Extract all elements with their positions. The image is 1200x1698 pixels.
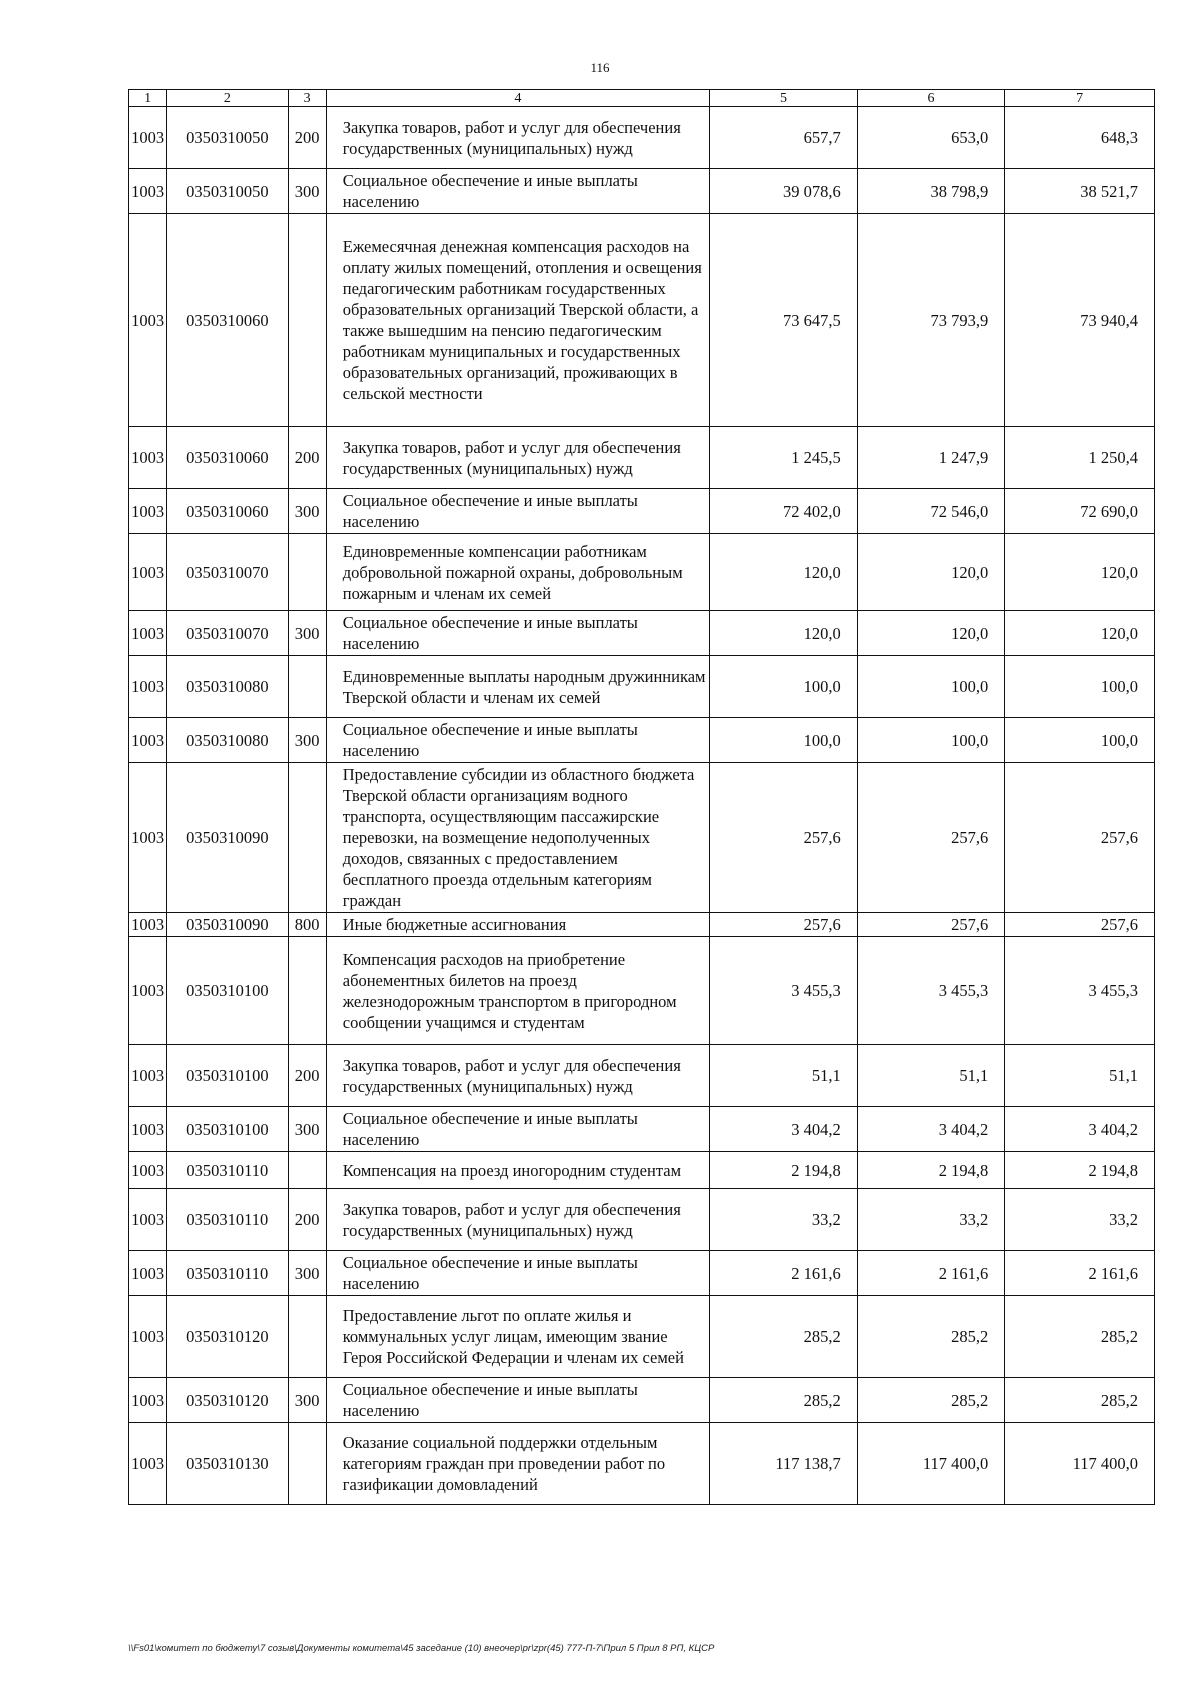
cell-amount-col6: 653,0 — [857, 107, 1005, 169]
cell-expense-type: 300 — [288, 718, 326, 763]
cell-amount-col7: 120,0 — [1005, 611, 1155, 656]
cell-amount-col5: 51,1 — [710, 1045, 858, 1107]
col-header-2: 2 — [167, 90, 288, 107]
cell-amount-col6: 73 793,9 — [857, 214, 1005, 427]
cell-expense-type — [288, 1296, 326, 1378]
cell-amount-col6: 257,6 — [857, 913, 1005, 937]
cell-amount-col5: 285,2 — [710, 1296, 858, 1378]
cell-amount-col7: 117 400,0 — [1005, 1423, 1155, 1505]
cell-description: Закупка товаров, работ и услуг для обеспечения государственных (муниципальных) нужд — [326, 107, 710, 169]
table-row — [129, 937, 1155, 1045]
cell-section: 1003 — [129, 1189, 167, 1251]
cell-description: Социальное обеспечение и иные выплаты населению — [326, 1378, 710, 1423]
cell-amount-col7: 100,0 — [1005, 656, 1155, 718]
cell-amount-col7: 257,6 — [1005, 913, 1155, 937]
table-row — [129, 169, 1155, 214]
cell-amount-col7: 100,0 — [1005, 718, 1155, 763]
cell-target-article: 0350310100 — [167, 1107, 288, 1152]
cell-section: 1003 — [129, 1107, 167, 1152]
cell-expense-type: 300 — [288, 1378, 326, 1423]
col-header-1: 1 — [129, 90, 167, 107]
cell-section: 1003 — [129, 913, 167, 937]
cell-expense-type: 200 — [288, 1189, 326, 1251]
cell-amount-col6: 2 194,8 — [857, 1152, 1005, 1189]
table-row — [129, 913, 1155, 937]
cell-target-article: 0350310120 — [167, 1378, 288, 1423]
cell-amount-col6: 100,0 — [857, 656, 1005, 718]
cell-amount-col7: 285,2 — [1005, 1378, 1155, 1423]
cell-amount-col7: 285,2 — [1005, 1296, 1155, 1378]
cell-amount-col5: 39 078,6 — [710, 169, 858, 214]
cell-target-article: 0350310100 — [167, 937, 288, 1045]
cell-amount-col7: 33,2 — [1005, 1189, 1155, 1251]
cell-description: Социальное обеспечение и иные выплаты населению — [326, 718, 710, 763]
cell-section: 1003 — [129, 169, 167, 214]
cell-description: Предоставление льгот по оплате жилья и коммунальных услуг лицам, имеющим звание Героя Российской Федерации и членам их семей — [326, 1296, 710, 1378]
cell-amount-col7: 3 455,3 — [1005, 937, 1155, 1045]
cell-expense-type — [288, 937, 326, 1045]
cell-amount-col6: 3 404,2 — [857, 1107, 1005, 1152]
cell-amount-col6: 100,0 — [857, 718, 1005, 763]
cell-amount-col6: 120,0 — [857, 534, 1005, 611]
cell-amount-col6: 2 161,6 — [857, 1251, 1005, 1296]
cell-amount-col7: 1 250,4 — [1005, 427, 1155, 489]
cell-target-article: 0350310060 — [167, 427, 288, 489]
cell-amount-col6: 72 546,0 — [857, 489, 1005, 534]
cell-target-article: 0350310080 — [167, 656, 288, 718]
cell-amount-col5: 3 455,3 — [710, 937, 858, 1045]
cell-target-article: 0350310070 — [167, 534, 288, 611]
table-row — [129, 214, 1155, 427]
cell-expense-type — [288, 534, 326, 611]
cell-target-article: 0350310110 — [167, 1251, 288, 1296]
col-header-5: 5 — [710, 90, 858, 107]
cell-amount-col7: 2 161,6 — [1005, 1251, 1155, 1296]
table-row — [129, 1152, 1155, 1189]
cell-description: Социальное обеспечение и иные выплаты населению — [326, 611, 710, 656]
cell-amount-col5: 72 402,0 — [710, 489, 858, 534]
cell-section: 1003 — [129, 763, 167, 913]
table-body — [129, 107, 1155, 1505]
table-row — [129, 1251, 1155, 1296]
cell-expense-type: 300 — [288, 1107, 326, 1152]
cell-section: 1003 — [129, 656, 167, 718]
cell-amount-col7: 73 940,4 — [1005, 214, 1155, 427]
table-row — [129, 489, 1155, 534]
cell-target-article: 0350310100 — [167, 1045, 288, 1107]
cell-section: 1003 — [129, 214, 167, 427]
cell-target-article: 0350310130 — [167, 1423, 288, 1505]
table-row — [129, 1045, 1155, 1107]
cell-amount-col5: 2 194,8 — [710, 1152, 858, 1189]
table-row — [129, 1189, 1155, 1251]
cell-target-article: 0350310050 — [167, 169, 288, 214]
cell-amount-col5: 285,2 — [710, 1378, 858, 1423]
table-row — [129, 1296, 1155, 1378]
cell-section: 1003 — [129, 534, 167, 611]
cell-description: Иные бюджетные ассигнования — [326, 913, 710, 937]
cell-expense-type: 800 — [288, 913, 326, 937]
table-row — [129, 611, 1155, 656]
cell-section: 1003 — [129, 107, 167, 169]
cell-description: Компенсация на проезд иногородним студентам — [326, 1152, 710, 1189]
cell-amount-col7: 120,0 — [1005, 534, 1155, 611]
cell-target-article: 0350310090 — [167, 763, 288, 913]
cell-description: Социальное обеспечение и иные выплаты населению — [326, 169, 710, 214]
cell-description: Закупка товаров, работ и услуг для обеспечения государственных (муниципальных) нужд — [326, 427, 710, 489]
cell-amount-col6: 33,2 — [857, 1189, 1005, 1251]
cell-description: Социальное обеспечение и иные выплаты населению — [326, 489, 710, 534]
cell-amount-col5: 657,7 — [710, 107, 858, 169]
cell-amount-col7: 72 690,0 — [1005, 489, 1155, 534]
cell-section: 1003 — [129, 427, 167, 489]
cell-amount-col7: 2 194,8 — [1005, 1152, 1155, 1189]
cell-section: 1003 — [129, 1423, 167, 1505]
col-header-4: 4 — [326, 90, 710, 107]
cell-expense-type: 300 — [288, 169, 326, 214]
cell-amount-col6: 38 798,9 — [857, 169, 1005, 214]
cell-expense-type — [288, 763, 326, 913]
cell-amount-col6: 257,6 — [857, 763, 1005, 913]
cell-expense-type: 200 — [288, 427, 326, 489]
cell-amount-col6: 120,0 — [857, 611, 1005, 656]
cell-expense-type: 300 — [288, 489, 326, 534]
col-header-3: 3 — [288, 90, 326, 107]
table-row — [129, 427, 1155, 489]
cell-description: Социальное обеспечение и иные выплаты населению — [326, 1251, 710, 1296]
cell-target-article: 0350310110 — [167, 1152, 288, 1189]
column-number-row — [129, 90, 1155, 107]
cell-section: 1003 — [129, 1296, 167, 1378]
cell-description: Закупка товаров, работ и услуг для обеспечения государственных (муниципальных) нужд — [326, 1189, 710, 1251]
cell-target-article: 0350310110 — [167, 1189, 288, 1251]
cell-amount-col5: 1 245,5 — [710, 427, 858, 489]
cell-description: Компенсация расходов на приобретение абонементных билетов на проезд железнодорожным транспортом в пригородном сообщении учащимся и студентам — [326, 937, 710, 1045]
cell-expense-type: 200 — [288, 1045, 326, 1107]
cell-section: 1003 — [129, 489, 167, 534]
cell-expense-type — [288, 1152, 326, 1189]
cell-amount-col5: 257,6 — [710, 763, 858, 913]
table-row — [129, 718, 1155, 763]
table-row — [129, 107, 1155, 169]
cell-amount-col5: 100,0 — [710, 718, 858, 763]
cell-amount-col6: 285,2 — [857, 1296, 1005, 1378]
cell-amount-col7: 648,3 — [1005, 107, 1155, 169]
cell-target-article: 0350310120 — [167, 1296, 288, 1378]
cell-amount-col5: 120,0 — [710, 534, 858, 611]
cell-target-article: 0350310070 — [167, 611, 288, 656]
table-row — [129, 1107, 1155, 1152]
cell-target-article: 0350310090 — [167, 913, 288, 937]
cell-description: Оказание социальной поддержки отдельным категориям граждан при проведении работ по газификации домовладений — [326, 1423, 710, 1505]
cell-section: 1003 — [129, 718, 167, 763]
col-header-7: 7 — [1005, 90, 1155, 107]
cell-amount-col6: 1 247,9 — [857, 427, 1005, 489]
cell-description: Закупка товаров, работ и услуг для обеспечения государственных (муниципальных) нужд — [326, 1045, 710, 1107]
cell-expense-type — [288, 656, 326, 718]
cell-amount-col5: 2 161,6 — [710, 1251, 858, 1296]
cell-description: Ежемесячная денежная компенсация расходов на оплату жилых помещений, отопления и освещения педагогическим работникам государственных образовательных организаций Тверской области, а также вышедшим на пенсию педагогическим работникам муниципальных и государственных образовательных организаций, проживающих в сельской местности — [326, 214, 710, 427]
cell-section: 1003 — [129, 1378, 167, 1423]
col-header-6: 6 — [857, 90, 1005, 107]
cell-description: Предоставление субсидии из областного бюджета Тверской области организациям водного транспорта, осуществляющим пассажирские перевозки, на возмещение недополученных доходов, связанных с предоставлением бесплатного проезда отдельным категориям граждан — [326, 763, 710, 913]
table-row — [129, 1378, 1155, 1423]
cell-amount-col7: 3 404,2 — [1005, 1107, 1155, 1152]
page-number: 116 — [590, 60, 610, 75]
cell-expense-type — [288, 1423, 326, 1505]
cell-expense-type: 300 — [288, 611, 326, 656]
cell-amount-col5: 3 404,2 — [710, 1107, 858, 1152]
cell-amount-col5: 257,6 — [710, 913, 858, 937]
budget-table — [128, 89, 1155, 1505]
cell-amount-col6: 117 400,0 — [857, 1423, 1005, 1505]
table-row — [129, 534, 1155, 611]
cell-amount-col5: 120,0 — [710, 611, 858, 656]
cell-section: 1003 — [129, 1045, 167, 1107]
cell-amount-col6: 285,2 — [857, 1378, 1005, 1423]
cell-target-article: 0350310050 — [167, 107, 288, 169]
cell-amount-col5: 100,0 — [710, 656, 858, 718]
table-row — [129, 656, 1155, 718]
cell-target-article: 0350310060 — [167, 214, 288, 427]
cell-amount-col5: 73 647,5 — [710, 214, 858, 427]
cell-amount-col7: 51,1 — [1005, 1045, 1155, 1107]
footer-file-path: \\Fs01\комитет по бюджету\7 созыв\Документы комитета\45 заседание (10) внеочер\pr\zpr(45) 777-П-7\Прил 5 Прил 8 РП, КЦСР — [128, 1643, 715, 1654]
cell-expense-type: 300 — [288, 1251, 326, 1296]
cell-amount-col5: 117 138,7 — [710, 1423, 858, 1505]
cell-description: Социальное обеспечение и иные выплаты населению — [326, 1107, 710, 1152]
cell-expense-type — [288, 214, 326, 427]
cell-expense-type: 200 — [288, 107, 326, 169]
cell-amount-col6: 51,1 — [857, 1045, 1005, 1107]
cell-amount-col6: 3 455,3 — [857, 937, 1005, 1045]
cell-description: Единовременные выплаты народным дружинникам Тверской области и членам их семей — [326, 656, 710, 718]
cell-description: Единовременные компенсации работникам добровольной пожарной охраны, добровольным пожарным и членам их семей — [326, 534, 710, 611]
cell-amount-col7: 38 521,7 — [1005, 169, 1155, 214]
cell-section: 1003 — [129, 937, 167, 1045]
cell-section: 1003 — [129, 611, 167, 656]
cell-target-article: 0350310080 — [167, 718, 288, 763]
cell-section: 1003 — [129, 1152, 167, 1189]
cell-section: 1003 — [129, 1251, 167, 1296]
table-row — [129, 1423, 1155, 1505]
cell-amount-col5: 33,2 — [710, 1189, 858, 1251]
cell-target-article: 0350310060 — [167, 489, 288, 534]
table-row — [129, 763, 1155, 913]
cell-amount-col7: 257,6 — [1005, 763, 1155, 913]
